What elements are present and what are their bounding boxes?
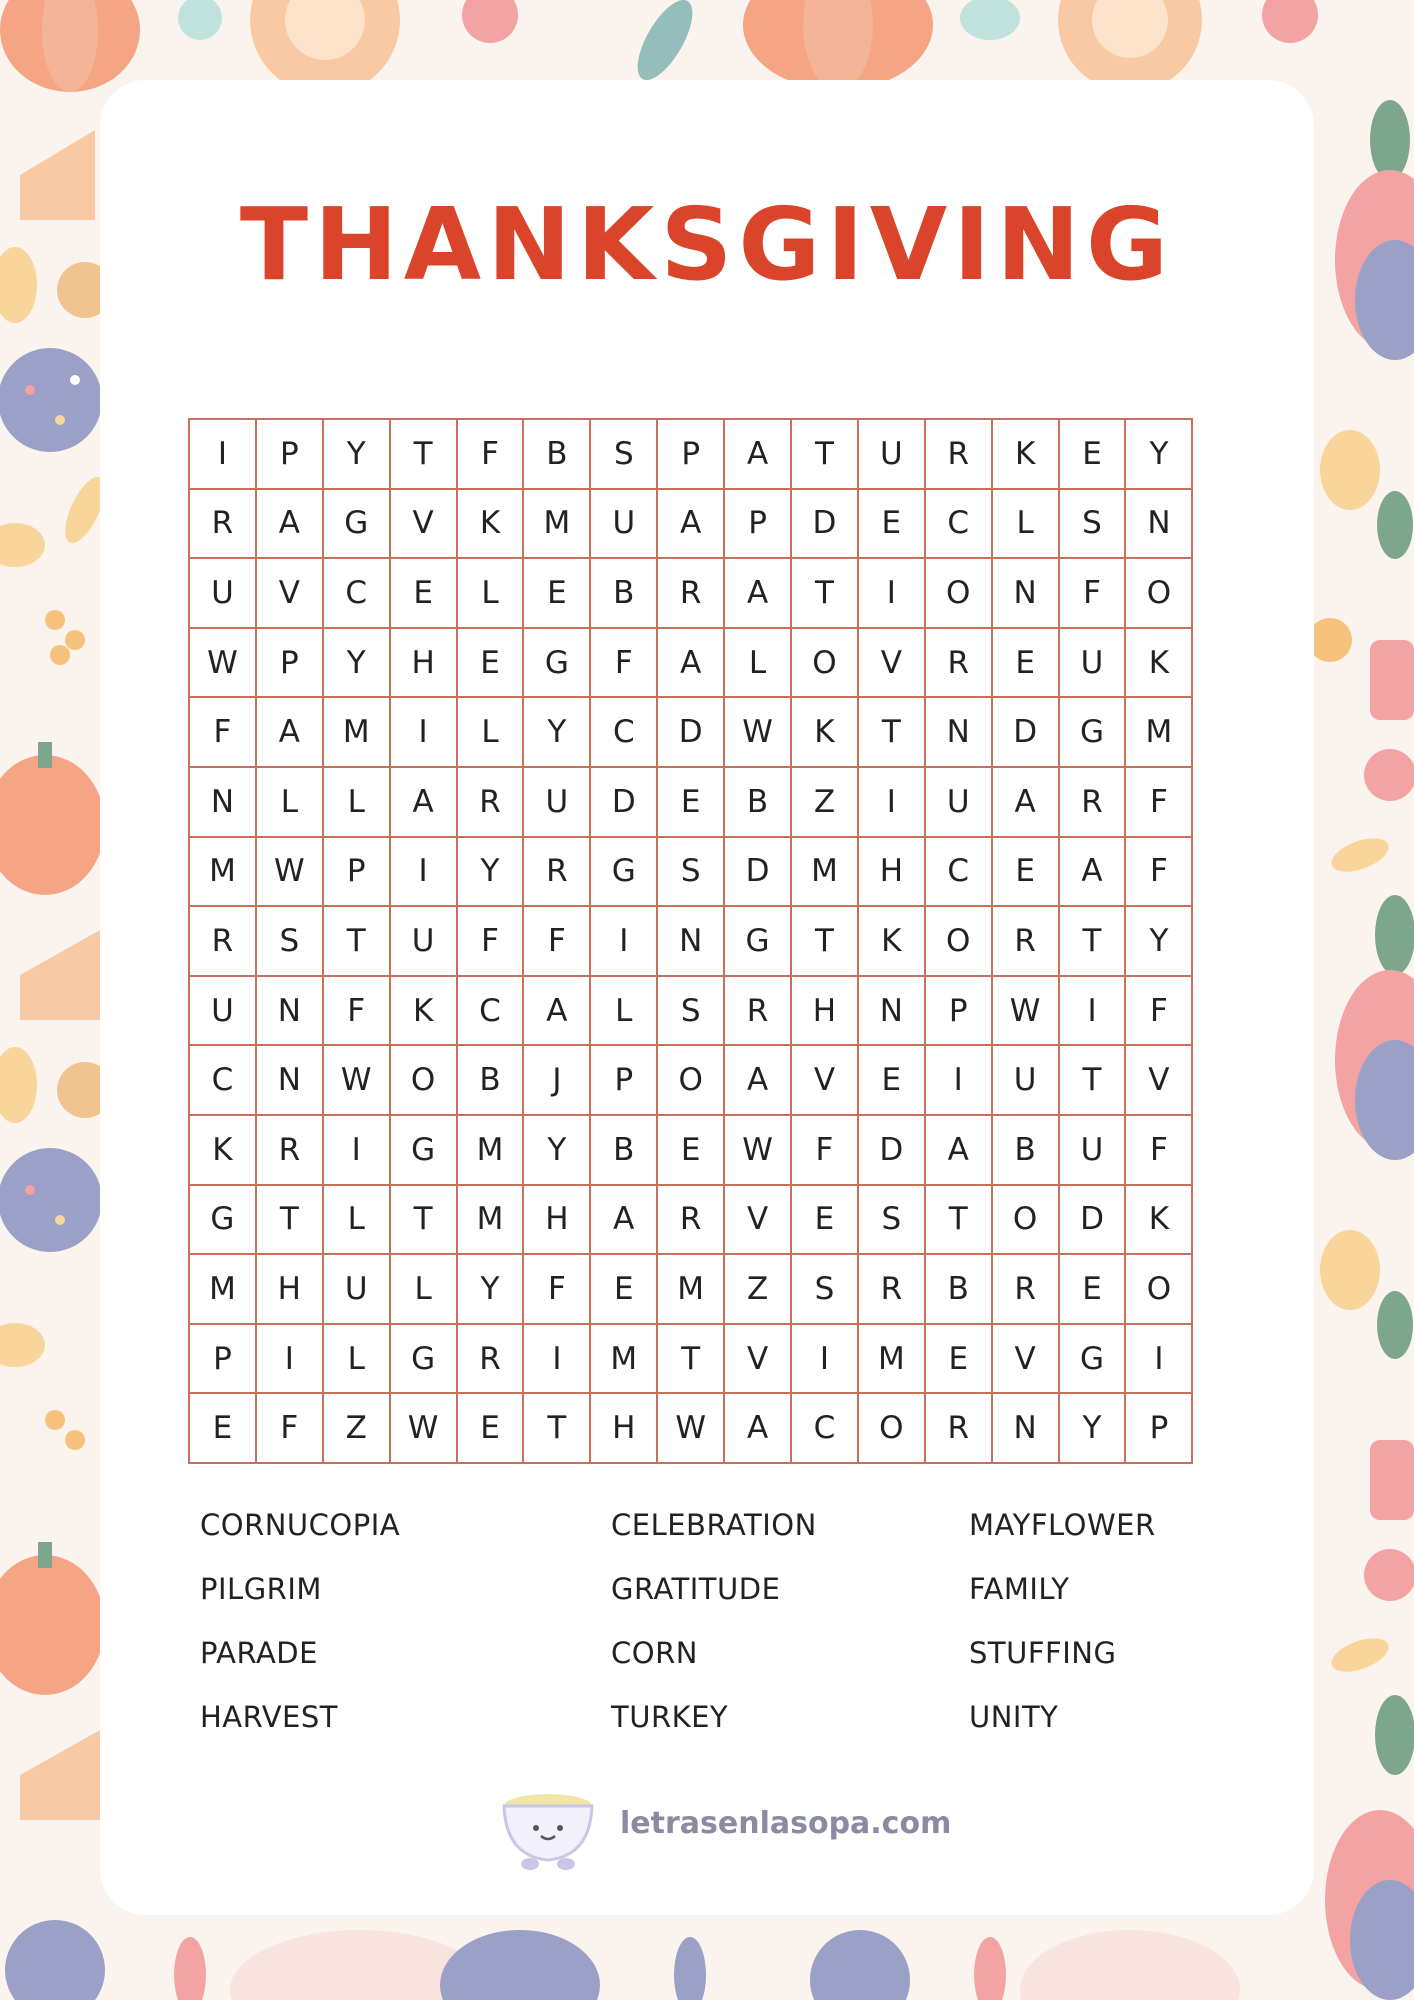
grid-cell[interactable]: E bbox=[658, 1116, 725, 1186]
grid-cell[interactable]: R bbox=[658, 1186, 725, 1256]
word-search-grid[interactable] bbox=[188, 418, 1193, 1464]
grid-cell[interactable]: F bbox=[792, 1116, 859, 1186]
grid-cell[interactable]: F bbox=[458, 907, 525, 977]
grid-cell[interactable]: U bbox=[993, 1046, 1060, 1116]
pear-icon bbox=[1320, 430, 1380, 510]
grid-cell[interactable]: E bbox=[993, 838, 1060, 908]
grid-cell[interactable]: O bbox=[658, 1046, 725, 1116]
grid-cell[interactable]: F bbox=[1126, 768, 1193, 838]
grid-cell[interactable]: H bbox=[859, 838, 926, 908]
grid-cell[interactable]: Y bbox=[324, 420, 391, 490]
grid-cell[interactable]: O bbox=[993, 1186, 1060, 1256]
grid-cell[interactable]: L bbox=[324, 768, 391, 838]
grid-cell[interactable]: C bbox=[324, 559, 391, 629]
grid-cell[interactable]: M bbox=[792, 838, 859, 908]
grid-cell[interactable]: S bbox=[658, 838, 725, 908]
grid-cell[interactable]: B bbox=[993, 1116, 1060, 1186]
grid-cell[interactable]: P bbox=[591, 1046, 658, 1116]
grid-cell[interactable]: M bbox=[859, 1325, 926, 1395]
grid-cell[interactable]: M bbox=[458, 1186, 525, 1256]
grid-cell[interactable]: H bbox=[391, 629, 458, 699]
grid-cell[interactable]: W bbox=[658, 1394, 725, 1464]
grid-cell[interactable]: F bbox=[524, 1255, 591, 1325]
grid-cell[interactable]: E bbox=[658, 768, 725, 838]
grid-cell[interactable]: A bbox=[725, 1394, 792, 1464]
grid-cell[interactable]: D bbox=[1060, 1186, 1127, 1256]
grid-cell[interactable]: C bbox=[458, 977, 525, 1047]
grid-cell[interactable]: N bbox=[190, 768, 257, 838]
scarf-icon bbox=[1370, 640, 1414, 720]
grid-cell[interactable]: R bbox=[190, 907, 257, 977]
grid-cell[interactable]: Y bbox=[1126, 420, 1193, 490]
grid-cell[interactable]: M bbox=[190, 1255, 257, 1325]
grid-cell[interactable]: Z bbox=[792, 768, 859, 838]
leaf-icon bbox=[1377, 1291, 1413, 1359]
grid-cell[interactable]: O bbox=[1126, 559, 1193, 629]
grid-cell[interactable]: T bbox=[391, 1186, 458, 1256]
grid-cell[interactable]: E bbox=[993, 629, 1060, 699]
grid-cell[interactable]: K bbox=[391, 977, 458, 1047]
grid-cell[interactable]: Y bbox=[524, 1116, 591, 1186]
grid-cell[interactable]: N bbox=[658, 907, 725, 977]
grid-cell[interactable]: M bbox=[658, 1255, 725, 1325]
grid-cell[interactable]: U bbox=[524, 768, 591, 838]
grid-cell[interactable]: C bbox=[792, 1394, 859, 1464]
grid-cell[interactable]: E bbox=[458, 1394, 525, 1464]
grid-cell[interactable]: W bbox=[725, 1116, 792, 1186]
grid-cell[interactable]: I bbox=[324, 1116, 391, 1186]
grid-cell[interactable]: S bbox=[792, 1255, 859, 1325]
word-list-item: CORN bbox=[611, 1636, 698, 1670]
grid-cell[interactable]: G bbox=[591, 838, 658, 908]
grid-cell[interactable]: V bbox=[725, 1186, 792, 1256]
grid-cell[interactable]: R bbox=[190, 490, 257, 560]
grid-cell[interactable]: W bbox=[324, 1046, 391, 1116]
grid-cell[interactable]: J bbox=[524, 1046, 591, 1116]
scarf-icon bbox=[1370, 1440, 1414, 1520]
grid-cell[interactable]: N bbox=[993, 559, 1060, 629]
grid-cell[interactable]: L bbox=[993, 490, 1060, 560]
soup-bowl-mascot-icon bbox=[498, 1778, 598, 1878]
grid-cell[interactable]: L bbox=[458, 559, 525, 629]
grid-cell[interactable]: V bbox=[859, 629, 926, 699]
grid-cell[interactable]: A bbox=[524, 977, 591, 1047]
grid-cell[interactable]: R bbox=[458, 1325, 525, 1395]
grid-cell[interactable]: T bbox=[391, 420, 458, 490]
grid-cell[interactable]: W bbox=[993, 977, 1060, 1047]
grid-cell[interactable]: O bbox=[859, 1394, 926, 1464]
grid-cell[interactable]: L bbox=[725, 629, 792, 699]
grid-cell[interactable]: S bbox=[658, 977, 725, 1047]
grid-cell[interactable]: K bbox=[1126, 629, 1193, 699]
grid-cell[interactable]: N bbox=[993, 1394, 1060, 1464]
grid-cell[interactable]: L bbox=[257, 768, 324, 838]
grid-cell[interactable]: H bbox=[792, 977, 859, 1047]
grid-cell[interactable]: U bbox=[1060, 629, 1127, 699]
grid-cell[interactable]: O bbox=[926, 907, 993, 977]
grid-cell[interactable]: H bbox=[524, 1186, 591, 1256]
grid-cell[interactable]: U bbox=[591, 490, 658, 560]
grid-cell[interactable]: E bbox=[1060, 1255, 1127, 1325]
word-list-item: GRATITUDE bbox=[611, 1572, 781, 1606]
grid-cell[interactable]: W bbox=[391, 1394, 458, 1464]
grid-cell[interactable]: E bbox=[1060, 420, 1127, 490]
grid-cell[interactable]: I bbox=[391, 698, 458, 768]
grid-cell[interactable]: I bbox=[1060, 977, 1127, 1047]
grid-cell[interactable]: T bbox=[658, 1325, 725, 1395]
grid-cell[interactable]: G bbox=[391, 1325, 458, 1395]
grid-cell[interactable]: L bbox=[591, 977, 658, 1047]
grid-cell[interactable]: D bbox=[993, 698, 1060, 768]
grid-cell[interactable]: E bbox=[792, 1186, 859, 1256]
pear-icon bbox=[1320, 1230, 1380, 1310]
grid-cell[interactable]: B bbox=[591, 1116, 658, 1186]
grid-cell[interactable]: F bbox=[324, 977, 391, 1047]
grid-cell[interactable]: F bbox=[257, 1394, 324, 1464]
grid-cell[interactable]: T bbox=[524, 1394, 591, 1464]
grid-cell[interactable]: F bbox=[458, 420, 525, 490]
grid-cell[interactable]: O bbox=[792, 629, 859, 699]
grid-cell[interactable]: H bbox=[591, 1394, 658, 1464]
grid-cell[interactable]: I bbox=[524, 1325, 591, 1395]
word-list-item: PILGRIM bbox=[200, 1572, 322, 1606]
grid-cell[interactable]: K bbox=[859, 907, 926, 977]
grid-cell[interactable]: C bbox=[926, 838, 993, 908]
grid-cell[interactable]: N bbox=[257, 1046, 324, 1116]
grid-cell[interactable]: T bbox=[1060, 907, 1127, 977]
grid-cell[interactable]: M bbox=[591, 1325, 658, 1395]
grid-cell[interactable]: P bbox=[1126, 1394, 1193, 1464]
grid-cell[interactable]: B bbox=[591, 559, 658, 629]
grid-cell[interactable]: A bbox=[257, 490, 324, 560]
grid-cell[interactable]: F bbox=[1126, 977, 1193, 1047]
grid-cell[interactable]: R bbox=[926, 420, 993, 490]
grid-cell[interactable]: S bbox=[859, 1186, 926, 1256]
grid-cell[interactable]: A bbox=[391, 768, 458, 838]
grid-cell[interactable]: C bbox=[190, 1046, 257, 1116]
flower-icon bbox=[1364, 749, 1414, 801]
grid-cell[interactable]: A bbox=[658, 490, 725, 560]
grid-cell[interactable]: A bbox=[725, 559, 792, 629]
grid-cell[interactable]: P bbox=[725, 490, 792, 560]
grid-cell[interactable]: R bbox=[859, 1255, 926, 1325]
grid-cell[interactable]: I bbox=[859, 768, 926, 838]
grid-cell[interactable]: A bbox=[658, 629, 725, 699]
grid-cell[interactable]: A bbox=[926, 1116, 993, 1186]
word-list-item: MAYFLOWER bbox=[969, 1508, 1156, 1542]
grid-cell[interactable]: F bbox=[1060, 559, 1127, 629]
grid-cell[interactable]: G bbox=[1060, 1325, 1127, 1395]
grid-cell[interactable]: B bbox=[926, 1255, 993, 1325]
grid-cell[interactable]: T bbox=[324, 907, 391, 977]
grid-cell[interactable]: I bbox=[591, 907, 658, 977]
grid-cell[interactable]: Z bbox=[324, 1394, 391, 1464]
grid-cell[interactable]: W bbox=[725, 698, 792, 768]
grid-cell[interactable]: B bbox=[725, 768, 792, 838]
page-title: THANKSGIVING bbox=[239, 186, 1175, 303]
grid-cell[interactable]: A bbox=[1060, 838, 1127, 908]
grid-cell[interactable]: Y bbox=[524, 698, 591, 768]
grid-cell[interactable]: G bbox=[391, 1116, 458, 1186]
grid-cell[interactable]: I bbox=[391, 838, 458, 908]
grid-cell[interactable]: F bbox=[190, 698, 257, 768]
grid-cell[interactable]: F bbox=[524, 907, 591, 977]
leaf-icon bbox=[1377, 491, 1413, 559]
grid-cell[interactable]: T bbox=[1060, 1046, 1127, 1116]
flower-icon bbox=[1364, 1549, 1414, 1601]
grid-cell[interactable]: G bbox=[190, 1186, 257, 1256]
grid-cell[interactable]: V bbox=[1126, 1046, 1193, 1116]
grid-cell[interactable]: L bbox=[324, 1325, 391, 1395]
grid-cell[interactable]: M bbox=[1126, 698, 1193, 768]
grid-cell[interactable]: S bbox=[1060, 490, 1127, 560]
word-list-column-3 bbox=[969, 1500, 1156, 1756]
grid-cell[interactable]: F bbox=[1126, 1116, 1193, 1186]
grid-cell[interactable]: V bbox=[792, 1046, 859, 1116]
grid-cell[interactable]: K bbox=[792, 698, 859, 768]
grid-cell[interactable]: K bbox=[993, 420, 1060, 490]
teapot-icon bbox=[0, 1148, 102, 1252]
grid-cell[interactable]: I bbox=[926, 1046, 993, 1116]
leaf-icon bbox=[1370, 100, 1410, 180]
grid-cell[interactable]: Y bbox=[324, 629, 391, 699]
word-list-column-2 bbox=[611, 1500, 817, 1756]
grid-cell[interactable]: A bbox=[725, 1046, 792, 1116]
word-list-item: CELEBRATION bbox=[611, 1508, 817, 1542]
grid-cell[interactable]: P bbox=[324, 838, 391, 908]
grid-cell[interactable]: M bbox=[524, 490, 591, 560]
word-list-item: FAMILY bbox=[969, 1572, 1070, 1606]
word-list-item: TURKEY bbox=[611, 1700, 729, 1734]
grid-cell[interactable]: U bbox=[1060, 1116, 1127, 1186]
grid-cell[interactable]: D bbox=[859, 1116, 926, 1186]
grid-cell[interactable]: P bbox=[257, 629, 324, 699]
grid-cell[interactable]: B bbox=[524, 420, 591, 490]
grid-cell[interactable]: G bbox=[1060, 698, 1127, 768]
grid-cell[interactable]: T bbox=[792, 907, 859, 977]
grid-cell[interactable]: O bbox=[926, 559, 993, 629]
grid-cell[interactable]: A bbox=[725, 420, 792, 490]
grid-cell[interactable]: W bbox=[257, 838, 324, 908]
grid-cell[interactable]: R bbox=[257, 1116, 324, 1186]
grid-cell[interactable]: M bbox=[190, 838, 257, 908]
grid-cell[interactable]: L bbox=[324, 1186, 391, 1256]
grid-cell[interactable]: G bbox=[725, 907, 792, 977]
grid-cell[interactable]: U bbox=[391, 907, 458, 977]
grid-cell[interactable]: B bbox=[458, 1046, 525, 1116]
grid-cell[interactable]: D bbox=[591, 768, 658, 838]
grid-cell[interactable]: K bbox=[190, 1116, 257, 1186]
grid-cell[interactable]: Z bbox=[725, 1255, 792, 1325]
grid-cell[interactable]: N bbox=[257, 977, 324, 1047]
grid-cell[interactable]: U bbox=[190, 559, 257, 629]
grid-cell[interactable]: I bbox=[859, 559, 926, 629]
teapot-icon bbox=[0, 348, 102, 452]
grid-cell[interactable]: L bbox=[458, 698, 525, 768]
grid-cell[interactable]: U bbox=[324, 1255, 391, 1325]
word-list-column-1 bbox=[200, 1500, 400, 1756]
grid-cell[interactable]: Y bbox=[1060, 1394, 1127, 1464]
grid-cell[interactable]: V bbox=[725, 1325, 792, 1395]
grid-cell[interactable]: O bbox=[391, 1046, 458, 1116]
grid-cell[interactable]: K bbox=[458, 490, 525, 560]
word-list-item: UNITY bbox=[969, 1700, 1059, 1734]
grid-cell[interactable]: E bbox=[190, 1394, 257, 1464]
grid-cell[interactable]: I bbox=[190, 420, 257, 490]
grid-cell[interactable]: A bbox=[591, 1186, 658, 1256]
grid-cell[interactable]: N bbox=[1126, 490, 1193, 560]
grid-cell[interactable]: R bbox=[458, 768, 525, 838]
grid-cell[interactable]: C bbox=[926, 490, 993, 560]
leaf-icon bbox=[1375, 1695, 1414, 1775]
grid-cell[interactable]: O bbox=[1126, 1255, 1193, 1325]
grid-cell[interactable]: K bbox=[1126, 1186, 1193, 1256]
grid-cell[interactable]: V bbox=[391, 490, 458, 560]
grid-cell[interactable]: T bbox=[792, 559, 859, 629]
grid-cell[interactable]: P bbox=[658, 420, 725, 490]
grid-cell[interactable]: I bbox=[1126, 1325, 1193, 1395]
grid-cell[interactable]: E bbox=[859, 490, 926, 560]
grid-cell[interactable]: T bbox=[257, 1186, 324, 1256]
grid-cell[interactable]: P bbox=[257, 420, 324, 490]
word-list-item: STUFFING bbox=[969, 1636, 1117, 1670]
acorn-icon bbox=[1308, 618, 1352, 662]
grid-cell[interactable]: E bbox=[391, 559, 458, 629]
word-list-item: HARVEST bbox=[200, 1700, 338, 1734]
grid-cell[interactable]: D bbox=[792, 490, 859, 560]
leaf-icon bbox=[1375, 895, 1414, 975]
grid-cell[interactable]: M bbox=[324, 698, 391, 768]
website-link[interactable]: letrasenlasopa.com bbox=[620, 1806, 952, 1841]
grid-cell[interactable]: R bbox=[926, 1394, 993, 1464]
grid-cell[interactable]: Y bbox=[458, 838, 525, 908]
grid-cell[interactable]: P bbox=[926, 977, 993, 1047]
grid-cell[interactable]: T bbox=[859, 698, 926, 768]
grid-cell[interactable]: R bbox=[993, 907, 1060, 977]
grid-cell[interactable]: N bbox=[859, 977, 926, 1047]
grid-cell[interactable]: V bbox=[257, 559, 324, 629]
grid-cell[interactable]: I bbox=[792, 1325, 859, 1395]
footer bbox=[498, 1778, 952, 1878]
grid-cell[interactable]: R bbox=[524, 838, 591, 908]
grid-cell[interactable]: E bbox=[591, 1255, 658, 1325]
grid-cell[interactable]: T bbox=[792, 420, 859, 490]
grid-cell[interactable]: M bbox=[458, 1116, 525, 1186]
grid-cell[interactable]: S bbox=[591, 420, 658, 490]
grid-cell[interactable]: L bbox=[391, 1255, 458, 1325]
grid-cell[interactable]: A bbox=[257, 698, 324, 768]
grid-cell[interactable]: Y bbox=[1126, 907, 1193, 977]
grid-cell[interactable]: R bbox=[1060, 768, 1127, 838]
grid-cell[interactable]: E bbox=[524, 559, 591, 629]
grid-cell[interactable]: S bbox=[257, 907, 324, 977]
grid-cell[interactable]: R bbox=[926, 629, 993, 699]
grid-cell[interactable]: R bbox=[993, 1255, 1060, 1325]
grid-cell[interactable]: U bbox=[859, 420, 926, 490]
grid-cell[interactable]: H bbox=[257, 1255, 324, 1325]
grid-cell[interactable]: I bbox=[257, 1325, 324, 1395]
grid-cell[interactable]: C bbox=[591, 698, 658, 768]
grid-cell[interactable]: D bbox=[658, 698, 725, 768]
grid-cell[interactable]: G bbox=[324, 490, 391, 560]
grid-cell[interactable]: D bbox=[725, 838, 792, 908]
grid-cell[interactable]: W bbox=[190, 629, 257, 699]
grid-cell[interactable]: E bbox=[458, 629, 525, 699]
grid-cell[interactable]: V bbox=[993, 1325, 1060, 1395]
grid-cell[interactable]: Y bbox=[458, 1255, 525, 1325]
word-list-item: CORNUCOPIA bbox=[200, 1508, 401, 1542]
grid-cell[interactable]: A bbox=[993, 768, 1060, 838]
grid-cell[interactable]: F bbox=[1126, 838, 1193, 908]
word-list-item: PARADE bbox=[200, 1636, 318, 1670]
grid-cell[interactable]: U bbox=[926, 768, 993, 838]
grid-cell[interactable]: R bbox=[658, 559, 725, 629]
grid-cell[interactable]: N bbox=[926, 698, 993, 768]
grid-cell[interactable]: F bbox=[591, 629, 658, 699]
grid-cell[interactable]: T bbox=[926, 1186, 993, 1256]
grid-cell[interactable]: U bbox=[190, 977, 257, 1047]
grid-cell[interactable]: G bbox=[524, 629, 591, 699]
grid-cell[interactable]: P bbox=[190, 1325, 257, 1395]
grid-cell[interactable]: E bbox=[859, 1046, 926, 1116]
grid-cell[interactable]: E bbox=[926, 1325, 993, 1395]
grid-cell[interactable]: R bbox=[725, 977, 792, 1047]
